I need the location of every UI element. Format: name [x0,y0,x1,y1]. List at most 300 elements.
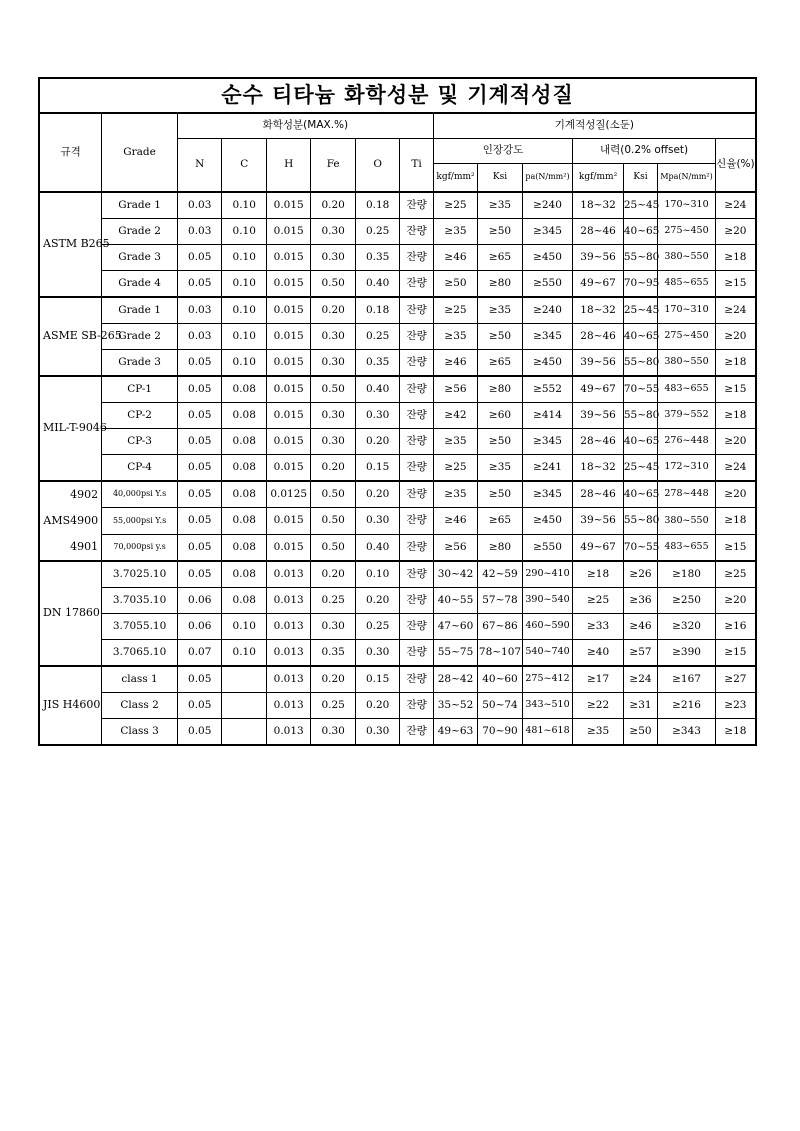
value-cell: 0.50 [311,481,355,508]
value-cell: 0.50 [311,534,355,561]
value-cell: 28~46 [573,219,624,245]
value-cell: 0.08 [222,376,266,403]
grade-header: Grade [102,113,178,192]
value-cell: ≥18 [715,403,756,429]
standard-cell: JIS H4600 [39,666,102,745]
ti-balance-cell: 잔량 [400,614,433,640]
value-cell: ≥390 [658,640,716,667]
value-cell: 0.013 [266,719,310,746]
value-cell: 275~450 [658,324,716,350]
value-cell: 47~60 [433,614,477,640]
grade-cell: Grade 4 [102,271,178,298]
value-cell: ≥414 [522,403,573,429]
table-row [39,192,756,219]
value-cell: 40~55 [433,588,477,614]
value-cell: 380~550 [658,245,716,271]
grade-cell: 3.7065.10 [102,640,178,667]
value-cell: 55~75 [433,640,477,667]
ti-balance-cell: 잔량 [400,192,433,219]
value-cell: 0.08 [222,429,266,455]
value-cell: 0.50 [311,271,355,298]
value-cell: 0.40 [355,271,399,298]
value-cell: ≥50 [623,719,657,746]
value-cell: ≥56 [433,534,477,561]
ti-balance-cell: 잔량 [400,481,433,508]
value-cell: ≥46 [623,614,657,640]
value-cell: 0.18 [355,297,399,324]
grade-cell: 3.7035.10 [102,588,178,614]
ti-balance-cell: 잔량 [400,324,433,350]
grade-cell: Grade 2 [102,219,178,245]
value-cell: 0.25 [355,324,399,350]
standard-cell: MIL-T-9046 [39,376,102,481]
value-cell: ≥50 [478,481,522,508]
value-cell: 275~412 [522,666,573,693]
value-cell: 0.30 [311,219,355,245]
value-cell: ≥24 [623,666,657,693]
value-cell: ≥18 [715,245,756,271]
grade-cell: CP-1 [102,376,178,403]
value-cell: 0.08 [222,534,266,561]
value-cell: 0.10 [222,614,266,640]
value-cell: ≥35 [478,297,522,324]
standard-line: AMS4900 [43,514,99,527]
value-cell: ≥180 [658,561,716,588]
value-cell: 55~80 [623,403,657,429]
value-cell: ≥22 [573,693,624,719]
value-cell: ≥320 [658,614,716,640]
value-cell: 0.10 [222,324,266,350]
value-cell: 0.50 [311,508,355,534]
mechanical-header: 기계적성질(소둔) [433,113,756,139]
value-cell: ≥450 [522,350,573,377]
value-cell: 28~42 [433,666,477,693]
value-cell: ≥15 [715,376,756,403]
page-title: 순수 티타늄 화학성분 및 기계적성질 [39,78,756,113]
value-cell: ≥36 [623,588,657,614]
table-row [39,350,756,377]
value-cell: ≥18 [715,508,756,534]
value-cell: 70~95 [623,271,657,298]
ti-balance-cell: 잔량 [400,429,433,455]
value-cell: 0.013 [266,561,310,588]
table-row [39,588,756,614]
value-cell: 18~32 [573,455,624,482]
value-cell: ≥15 [715,534,756,561]
value-cell: ≥20 [715,588,756,614]
value-cell: 0.08 [222,481,266,508]
value-cell: 483~655 [658,534,716,561]
value-cell: 0.30 [311,350,355,377]
value-cell: 390~540 [522,588,573,614]
value-cell: 55~80 [623,508,657,534]
element-header: H [266,139,310,193]
value-cell [222,719,266,746]
ti-balance-cell: 잔량 [400,297,433,324]
grade-cell: CP-2 [102,403,178,429]
value-cell: ≥550 [522,271,573,298]
value-cell: 39~56 [573,245,624,271]
value-cell: 0.10 [222,271,266,298]
value-cell: 0.20 [311,297,355,324]
value-cell: 0.30 [311,429,355,455]
value-cell: 0.05 [177,350,221,377]
value-cell: ≥240 [522,297,573,324]
value-cell: ≥20 [715,429,756,455]
value-cell: 0.25 [311,588,355,614]
value-cell: ≥20 [715,219,756,245]
value-cell: 0.08 [222,403,266,429]
ti-balance-cell: 잔량 [400,271,433,298]
standard-line: 4901 [70,540,99,553]
value-cell: 0.30 [355,640,399,667]
table-row [39,719,756,746]
table-row [39,481,756,508]
value-cell: 0.015 [266,403,310,429]
unit-header: Ksi [623,164,657,193]
value-cell: ≥240 [522,192,573,219]
value-cell: ≥46 [433,245,477,271]
unit-header: Mpa(N/mm²) [658,164,716,193]
value-cell: ≥60 [478,403,522,429]
value-cell: 0.10 [222,350,266,377]
value-cell: ≥42 [433,403,477,429]
value-cell: 28~46 [573,429,624,455]
ti-balance-cell: 잔량 [400,219,433,245]
value-cell: 0.013 [266,640,310,667]
value-cell: ≥345 [522,481,573,508]
value-cell: ≥46 [433,508,477,534]
value-cell: 0.10 [222,297,266,324]
value-cell: 40~65 [623,219,657,245]
value-cell: 0.20 [355,693,399,719]
value-cell: 0.15 [355,666,399,693]
value-cell: 0.15 [355,455,399,482]
grade-cell: CP-4 [102,455,178,482]
value-cell: ≥35 [433,324,477,350]
value-cell: 0.30 [311,324,355,350]
value-cell: 0.30 [355,508,399,534]
value-cell: 0.30 [311,719,355,746]
value-cell: ≥65 [478,350,522,377]
value-cell: 0.25 [355,219,399,245]
ti-balance-cell: 잔량 [400,693,433,719]
value-cell: 0.05 [177,455,221,482]
value-cell: 0.10 [222,640,266,667]
value-cell: 0.015 [266,219,310,245]
value-cell: ≥35 [478,192,522,219]
grade-cell: Grade 3 [102,350,178,377]
grade-cell: Grade 2 [102,324,178,350]
value-cell: 379~552 [658,403,716,429]
value-cell: 30~42 [433,561,477,588]
value-cell: ≥35 [573,719,624,746]
value-cell: 275~450 [658,219,716,245]
elongation-header: 신율(%) [715,139,756,193]
table-row [39,219,756,245]
value-cell: 49~67 [573,376,624,403]
value-cell: ≥345 [522,219,573,245]
value-cell: 39~56 [573,508,624,534]
value-cell: 0.013 [266,666,310,693]
value-cell: 0.06 [177,588,221,614]
grade-cell: 55,000psi Y.s [102,508,178,534]
grade-cell: Grade 1 [102,297,178,324]
value-cell: ≥24 [715,192,756,219]
value-cell: ≥25 [573,588,624,614]
value-cell: 380~550 [658,508,716,534]
value-cell: 0.05 [177,481,221,508]
value-cell: ≥50 [478,429,522,455]
value-cell: ≥23 [715,693,756,719]
value-cell: 28~46 [573,324,624,350]
value-cell: ≥345 [522,324,573,350]
value-cell: 0.20 [311,192,355,219]
element-header: Fe [311,139,355,193]
value-cell: 49~63 [433,719,477,746]
value-cell: 170~310 [658,192,716,219]
value-cell: ≥50 [478,219,522,245]
value-cell: ≥24 [715,455,756,482]
value-cell: 0.18 [355,192,399,219]
value-cell: 170~310 [658,297,716,324]
value-cell: 0.05 [177,693,221,719]
standard-cell: ASTM B265 [39,192,102,297]
value-cell: 0.10 [222,219,266,245]
ti-balance-cell: 잔량 [400,376,433,403]
value-cell: 67~86 [478,614,522,640]
value-cell: 42~59 [478,561,522,588]
value-cell: ≥31 [623,693,657,719]
grade-cell: Class 2 [102,693,178,719]
unit-header: pa(N/mm²) [522,164,573,193]
value-cell: 18~32 [573,192,624,219]
value-cell: 0.015 [266,297,310,324]
value-cell: ≥65 [478,245,522,271]
value-cell: ≥343 [658,719,716,746]
grade-cell: Grade 3 [102,245,178,271]
table-row [39,245,756,271]
value-cell: 40~65 [623,324,657,350]
value-cell: ≥167 [658,666,716,693]
value-cell: ≥27 [715,666,756,693]
yield-header: 내력(0.2% offset) [573,139,716,164]
value-cell: 0.015 [266,192,310,219]
value-cell: ≥26 [623,561,657,588]
value-cell: ≥15 [715,640,756,667]
ti-balance-cell: 잔량 [400,561,433,588]
standard-cell: DN 17860 [39,561,102,666]
unit-header: kgf/mm² [433,164,477,193]
value-cell: 0.25 [311,693,355,719]
value-cell: ≥80 [478,271,522,298]
value-cell: ≥33 [573,614,624,640]
value-cell: 0.30 [311,614,355,640]
value-cell: 0.07 [177,640,221,667]
value-cell: ≥250 [658,588,716,614]
value-cell: 70~55 [623,534,657,561]
value-cell: 0.03 [177,219,221,245]
document [38,77,757,746]
value-cell: 18~32 [573,297,624,324]
value-cell: 0.05 [177,719,221,746]
value-cell: ≥18 [715,719,756,746]
value-cell: 483~655 [658,376,716,403]
value-cell: 0.05 [177,271,221,298]
value-cell: 78~107 [478,640,522,667]
value-cell: 0.05 [177,508,221,534]
value-cell: ≥25 [433,297,477,324]
value-cell: 0.08 [222,455,266,482]
standard-cell [39,481,102,561]
value-cell: 0.35 [355,350,399,377]
table-row [39,640,756,667]
table-row [39,666,756,693]
element-header: C [222,139,266,193]
unit-header: kgf/mm² [573,164,624,193]
value-cell: 55~80 [623,245,657,271]
value-cell: 481~618 [522,719,573,746]
value-cell: 57~78 [478,588,522,614]
value-cell: 0.015 [266,271,310,298]
value-cell: 290~410 [522,561,573,588]
value-cell: 28~46 [573,481,624,508]
value-cell: 0.05 [177,403,221,429]
value-cell: 39~56 [573,350,624,377]
table-row [39,455,756,482]
tensile-header: 인장강도 [433,139,573,164]
value-cell: 0.015 [266,455,310,482]
value-cell: 25~45 [623,455,657,482]
value-cell: 0.20 [311,666,355,693]
value-cell: 40~60 [478,666,522,693]
value-cell: 25~45 [623,192,657,219]
titanium-spec-table [38,77,757,746]
value-cell: 0.05 [177,666,221,693]
ti-balance-cell: 잔량 [400,640,433,667]
value-cell: 25~45 [623,297,657,324]
table-row [39,429,756,455]
value-cell: 0.30 [355,719,399,746]
ti-balance-cell: 잔량 [400,245,433,271]
table-row [39,561,756,588]
value-cell: 0.20 [311,561,355,588]
value-cell: ≥57 [623,640,657,667]
value-cell: 0.03 [177,297,221,324]
element-header: O [355,139,399,193]
value-cell: 0.05 [177,429,221,455]
value-cell: 0.30 [355,403,399,429]
value-cell: 55~80 [623,350,657,377]
value-cell: 0.0125 [266,481,310,508]
value-cell: 0.015 [266,324,310,350]
grade-cell: 3.7055.10 [102,614,178,640]
value-cell: 0.40 [355,376,399,403]
value-cell: 0.08 [222,588,266,614]
value-cell: 460~590 [522,614,573,640]
table-row [39,508,756,534]
table-row [39,297,756,324]
value-cell: 39~56 [573,403,624,429]
value-cell: 0.05 [177,534,221,561]
value-cell: ≥20 [715,481,756,508]
table-row [39,271,756,298]
value-cell: ≥65 [478,508,522,534]
ti-balance-cell: 잔량 [400,508,433,534]
grade-cell: 70,000psi y.s [102,534,178,561]
value-cell: 0.015 [266,350,310,377]
value-cell: ≥35 [433,481,477,508]
value-cell: 0.30 [311,245,355,271]
value-cell [222,693,266,719]
value-cell: ≥450 [522,245,573,271]
value-cell: ≥241 [522,455,573,482]
value-cell: ≥80 [478,376,522,403]
value-cell: 0.20 [355,429,399,455]
value-cell: 0.20 [311,455,355,482]
value-cell: 0.05 [177,376,221,403]
value-cell: 0.10 [222,192,266,219]
value-cell: 0.03 [177,324,221,350]
value-cell: ≥25 [433,192,477,219]
value-cell: ≥450 [522,508,573,534]
value-cell: 0.013 [266,588,310,614]
value-cell: ≥20 [715,324,756,350]
value-cell: 0.015 [266,245,310,271]
value-cell: ≥80 [478,534,522,561]
element-header: N [177,139,221,193]
value-cell: 0.30 [311,403,355,429]
value-cell: ≥16 [715,614,756,640]
value-cell: ≥18 [715,350,756,377]
value-cell: ≥35 [478,455,522,482]
table-row [39,693,756,719]
value-cell: 0.40 [355,534,399,561]
grade-cell: class 1 [102,666,178,693]
value-cell: ≥50 [433,271,477,298]
chemical-header: 화학성분(MAX.%) [177,113,433,139]
value-cell: ≥345 [522,429,573,455]
value-cell: 70~55 [623,376,657,403]
table-row [39,324,756,350]
value-cell: 0.25 [355,614,399,640]
value-cell: ≥552 [522,376,573,403]
value-cell: 0.05 [177,561,221,588]
value-cell: 0.20 [355,481,399,508]
value-cell: ≥550 [522,534,573,561]
value-cell: 35~52 [433,693,477,719]
value-cell: 50~74 [478,693,522,719]
grade-cell: CP-3 [102,429,178,455]
standard-cell: ASME SB-265 [39,297,102,376]
value-cell: 0.015 [266,376,310,403]
value-cell: 0.35 [355,245,399,271]
value-cell: 0.015 [266,534,310,561]
value-cell: 172~310 [658,455,716,482]
value-cell: 540~740 [522,640,573,667]
value-cell: 0.015 [266,429,310,455]
value-cell: 380~550 [658,350,716,377]
value-cell: ≥35 [433,219,477,245]
value-cell: 0.10 [355,561,399,588]
value-cell: ≥46 [433,350,477,377]
value-cell: ≥50 [478,324,522,350]
value-cell: ≥216 [658,693,716,719]
value-cell: 40~65 [623,481,657,508]
grade-cell: 3.7025.10 [102,561,178,588]
value-cell: 0.08 [222,508,266,534]
table-row [39,534,756,561]
